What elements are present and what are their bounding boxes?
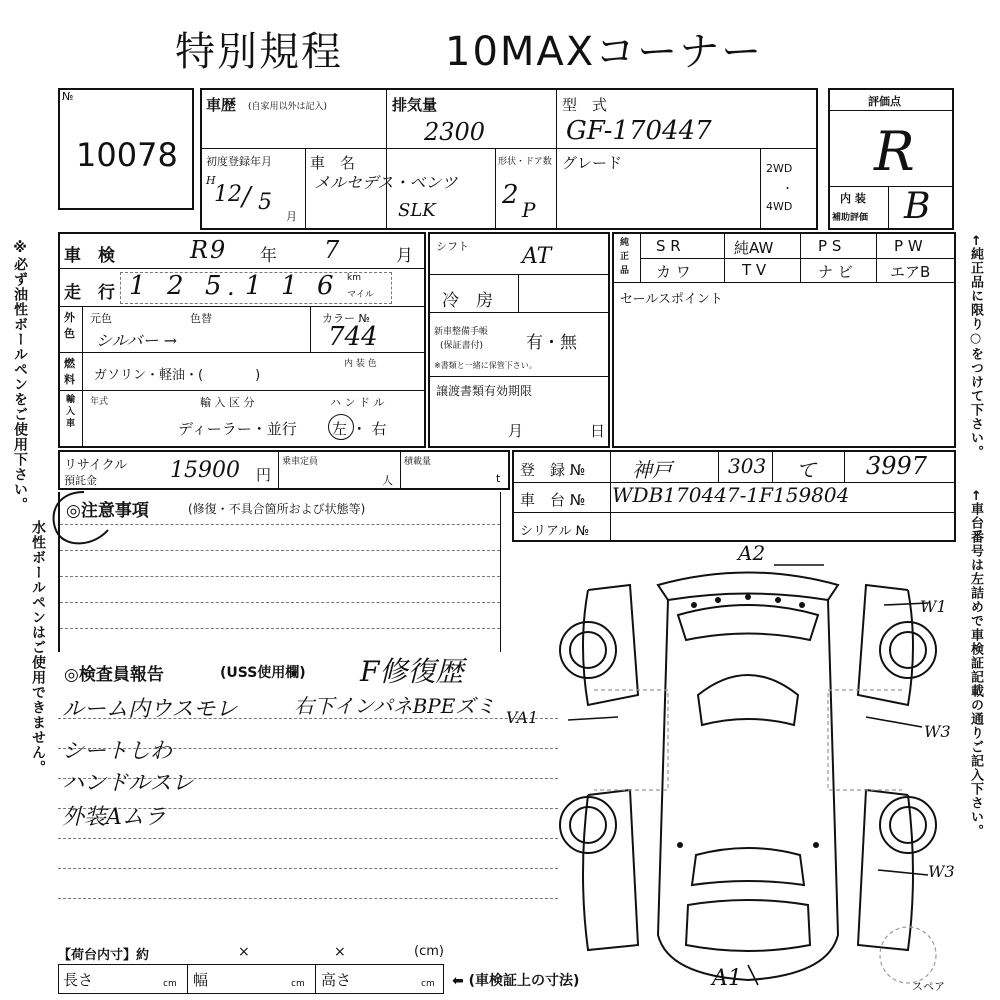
shift-label: シフト	[436, 240, 469, 253]
genuine-aw[interactable]: 純AW	[734, 239, 774, 257]
history-label: 車歴	[206, 96, 237, 114]
cargo-unit: (cm)	[414, 944, 444, 959]
dims-length-label: 長さ	[63, 971, 94, 989]
dims-width-cm: cm	[291, 979, 305, 989]
title-left: 特別規程	[175, 29, 343, 75]
diagram-w1: W1	[920, 597, 947, 616]
diagram-a1: A1	[712, 966, 742, 991]
notes-sub: (修復・不具合箇所および状態等)	[188, 502, 366, 516]
inspector-line-right: 右下インパネBPEズミ	[294, 694, 496, 718]
lot-no-label: №	[62, 90, 74, 103]
score-label: 評価点	[868, 95, 901, 108]
inspection-block	[58, 232, 426, 448]
registration-number: 3997	[866, 452, 928, 480]
left-note-water-pen: 水性ボールペンはご使用できません。	[30, 520, 46, 775]
cargo-x2: ×	[334, 944, 346, 960]
right-note-chassis: ←車台番号は左詰めで車検証記載の通りご記入下さい。	[968, 490, 983, 838]
vehicle-header-block	[200, 88, 818, 230]
inspector-header-note: F修復歴	[360, 655, 464, 688]
import-type-label: 輸 入 区 分	[200, 396, 255, 409]
transfer-day: 日	[590, 422, 606, 440]
cargo-label: 【荷台内寸】約	[58, 948, 150, 963]
dims-width-label: 幅	[193, 971, 209, 989]
exterior-change-label: 色替	[190, 312, 212, 325]
exterior-orig-label: 元色	[90, 312, 112, 325]
doors-unit: P	[522, 198, 536, 222]
lot-number: 10078	[76, 136, 178, 174]
mileage-digit-5: 1	[281, 271, 298, 301]
exterior-side-label: 外 色	[64, 311, 75, 340]
genuine-pw[interactable]: P W	[894, 237, 923, 255]
mileage-digits-box	[120, 272, 392, 304]
interior-score-value: B	[904, 186, 931, 227]
recycle-label: リサイクル	[64, 458, 128, 473]
color-no-label: カラー №	[322, 312, 370, 325]
diagram-w3a: W3	[924, 722, 951, 741]
shift-value: AT	[522, 244, 552, 269]
import-type-options[interactable]: ディーラー・並行	[178, 420, 297, 438]
cargo-x1: ×	[238, 944, 250, 960]
inspector-line-3: ハンドルスレ	[62, 771, 194, 796]
mileage-digit-6: 6	[317, 271, 334, 301]
color-no-value: 744	[328, 322, 378, 352]
fuel-side-label: 燃 料	[64, 357, 75, 386]
genuine-airbag[interactable]: エアB	[890, 263, 931, 281]
inspection-era: R	[190, 236, 209, 264]
title-right: 10MAXコーナー	[445, 29, 764, 75]
mileage-unit-km: km	[347, 273, 361, 283]
import-side-label: 輸 入 車	[66, 395, 76, 429]
interior-color-label: 内 装 色	[344, 359, 377, 369]
genuine-sr[interactable]: S R	[656, 237, 681, 255]
mileage-digit-1: 1	[129, 271, 146, 301]
mileage-digit-3: 5	[205, 271, 222, 301]
interior-label-2: 補助評価	[832, 213, 869, 223]
lot-number-box	[58, 88, 194, 210]
drive-2wd[interactable]: 2WD	[766, 162, 793, 175]
doors-value: 2	[502, 180, 519, 210]
chassis-value: WDB170447-1F159804	[612, 483, 850, 507]
dims-box	[58, 964, 444, 994]
recycle-unit: 円	[256, 466, 272, 484]
genuine-side-label: 純 正 品	[620, 238, 630, 276]
transfer-docs-label: 譲渡書類有効期限	[436, 384, 533, 398]
car-grade-name: SLK	[398, 200, 436, 221]
inspector-sub: (USS使用欄)	[220, 665, 306, 681]
recycle-block	[58, 450, 510, 490]
registration-block	[512, 450, 956, 542]
inspection-month-unit: 月	[396, 246, 413, 266]
capacity-label: 乗車定員	[282, 457, 319, 467]
genuine-navi[interactable]: ナ ビ	[818, 263, 853, 281]
drive-4wd[interactable]: 4WD	[766, 200, 793, 213]
handle-label: ハ ン ド ル	[330, 396, 385, 409]
diagram-spare: スペア	[912, 980, 945, 993]
diagram-va1: VA1	[506, 708, 539, 727]
notes-label: ◎注意事項	[66, 501, 149, 521]
service-book-label-2: (保証書付)	[440, 341, 484, 351]
first-reg-month-unit: 月	[286, 210, 297, 223]
right-note-genuine: ←純正品に限り○をつけて下さい。	[968, 235, 983, 459]
load-label: 積載量	[404, 457, 432, 467]
model-label: 型 式	[562, 96, 608, 114]
first-reg-year: 12	[214, 182, 242, 207]
registration-class: 303	[728, 454, 767, 478]
inspection-month: 7	[324, 236, 340, 264]
genuine-leather[interactable]: カ ワ	[656, 263, 691, 281]
first-reg-month: 5	[258, 190, 272, 215]
mileage-digit-2: 2	[167, 271, 184, 301]
car-name-value: メルセデス・ベンツ	[314, 173, 458, 192]
car-name-label: 車 名	[310, 154, 356, 172]
genuine-tv[interactable]: T V	[742, 261, 767, 279]
recycle-value: 15900	[170, 458, 240, 483]
score-box	[828, 88, 954, 230]
score-value: R	[874, 120, 915, 183]
dims-length-cm: cm	[163, 979, 177, 989]
inspector-lines	[58, 690, 558, 940]
service-book-note: ※書類と一緒に保管下さい。	[434, 361, 537, 370]
handle-options[interactable]: 左 ・ 右	[332, 420, 387, 438]
dims-height-label: 高さ	[321, 971, 352, 989]
drive-dot: ・	[782, 182, 793, 195]
inspector-line-2: シートしわ	[62, 739, 173, 764]
shift-block	[428, 232, 610, 448]
chassis-label: 車 台 №	[520, 491, 586, 509]
exterior-color-value: シルバー →	[96, 331, 177, 350]
mileage-dot: .	[227, 273, 235, 301]
mileage-label: 走 行	[64, 283, 115, 303]
grade-label: グレード	[562, 154, 623, 172]
engine-value: 2300	[424, 118, 486, 146]
diagram-a2: A2	[738, 541, 766, 565]
history-sub: (自家用以外は記入)	[248, 102, 328, 112]
first-reg-label: 初度登録年月	[206, 155, 272, 168]
inspector-line-1: ルーム内ウスモレ	[62, 697, 238, 722]
model-value: GF-170447	[566, 116, 712, 146]
doors-label: 形状・ドア数	[498, 157, 552, 167]
diagram-w3b: W3	[928, 862, 955, 881]
import-year-label: 年式	[90, 397, 109, 407]
service-book-options[interactable]: 有・無	[526, 333, 577, 353]
genuine-ps[interactable]: P S	[818, 237, 842, 255]
mileage-digit-4: 1	[245, 271, 262, 301]
sales-points-label: セールスポイント	[620, 292, 723, 307]
aircon-label: 冷 房	[442, 291, 493, 311]
recycle-sub: 預託金	[64, 474, 97, 487]
dims-height-cm: cm	[421, 979, 435, 989]
left-note-oil-pen: ※必ず油性ボールペンをご使用下さい。	[12, 240, 28, 512]
inspector-label: ◎検査員報告	[64, 665, 164, 685]
interior-label-1: 内 装	[840, 192, 866, 205]
serial-label: シリアル №	[520, 524, 590, 539]
service-book-label-1: 新車整備手帳	[434, 327, 489, 337]
inspection-label: 車 検	[64, 246, 115, 266]
mileage-unit-mile: マイル	[347, 290, 374, 300]
capacity-unit: 人	[382, 474, 393, 487]
handle-left-circle	[328, 414, 354, 440]
genuine-block	[612, 232, 956, 448]
first-reg-slash: /	[242, 182, 251, 212]
first-reg-era: H	[206, 174, 216, 187]
car-damage-diagram	[548, 545, 960, 995]
notes-block	[58, 492, 501, 652]
notes-circle-mark	[44, 486, 116, 550]
inspector-line-4: 外装Aムラ	[62, 805, 166, 830]
load-unit: t	[496, 472, 501, 485]
inspection-year-unit: 年	[260, 246, 277, 266]
registration-pref: 神戸	[632, 458, 672, 482]
engine-label: 排気量	[392, 96, 438, 114]
transfer-month: 月	[508, 422, 524, 440]
registration-kana: て	[796, 458, 816, 482]
dims-note: ⬅ (車検証上の寸法)	[452, 973, 580, 989]
registration-label: 登 録 №	[520, 461, 586, 479]
inspection-year: 9	[210, 236, 226, 264]
fuel-options[interactable]: ガソリン・軽油・( )	[94, 368, 261, 383]
